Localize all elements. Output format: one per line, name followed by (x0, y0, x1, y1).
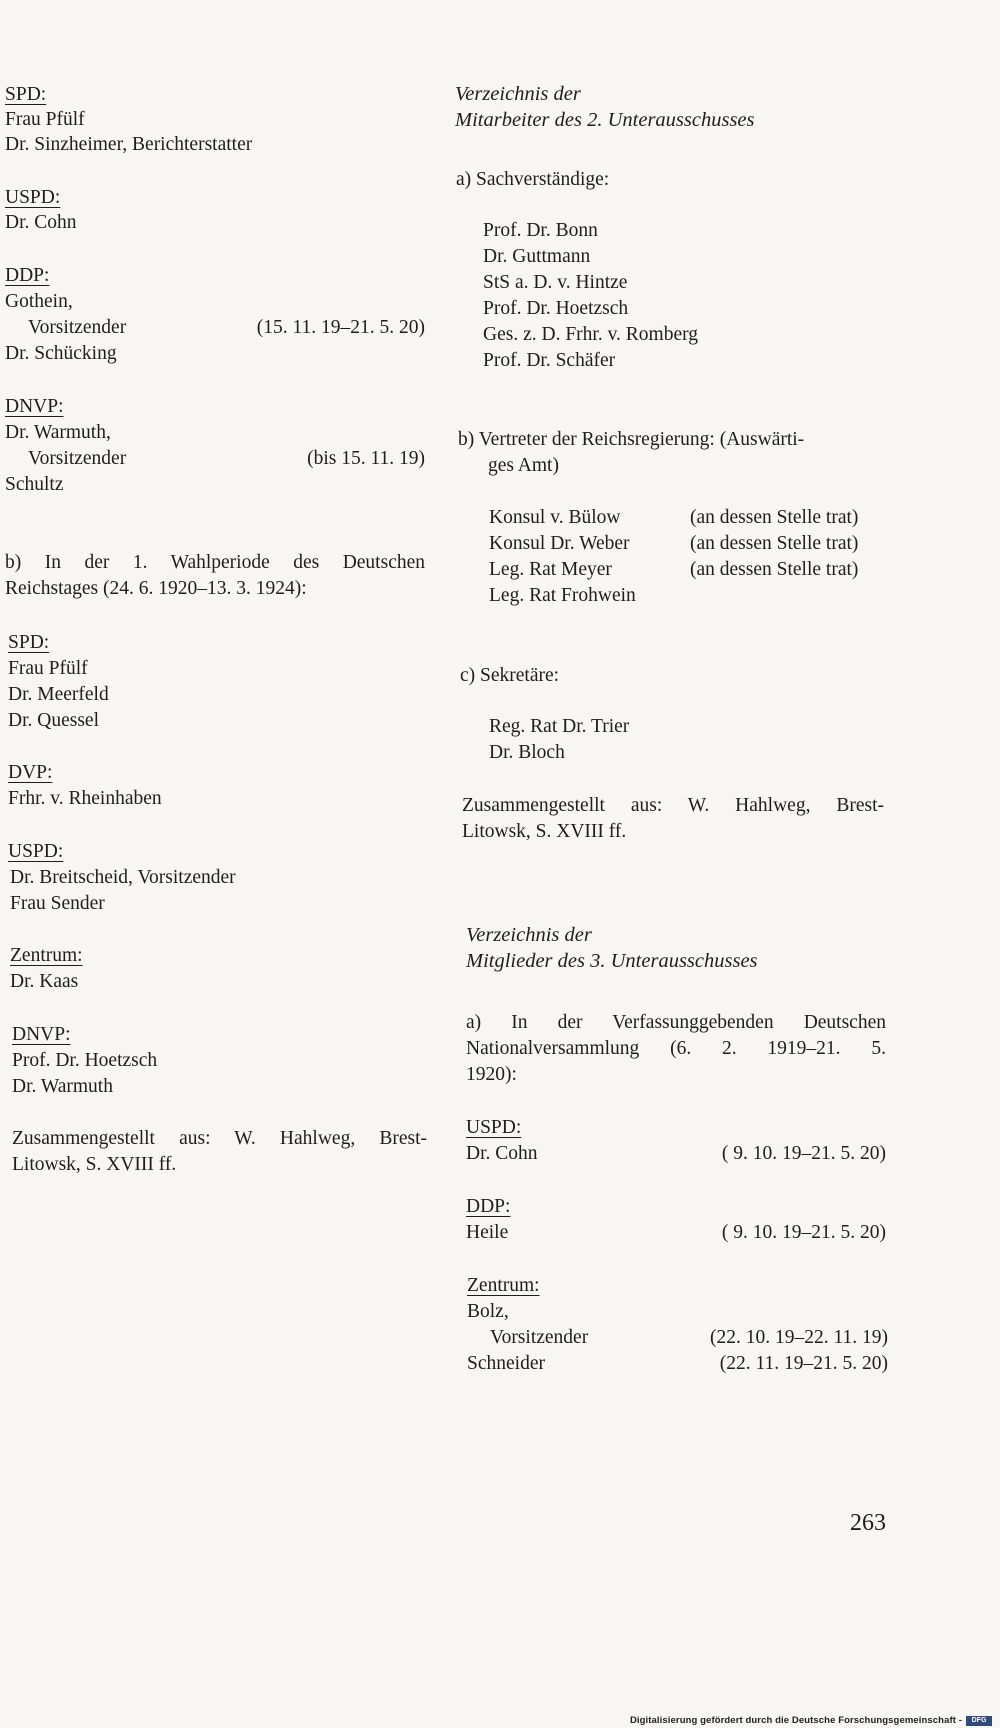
member: Dr. Meerfeld (8, 684, 109, 705)
member: Frau Sender (10, 893, 105, 914)
member: Dr. Cohn (466, 1143, 538, 1164)
funding-note: Digitalisierung gefördert durch die Deutsche Forschungsgemeinschaft - (629, 1715, 962, 1726)
term-date: (22. 10. 19–22. 11. 19) (709, 1327, 888, 1348)
party-dnvp: DNVP: (5, 396, 64, 417)
representative-note: (an dessen Stelle trat) (690, 507, 859, 528)
representative: Konsul Dr. Weber (489, 533, 630, 554)
representative-note: (an dessen Stelle trat) (690, 559, 859, 580)
member-role: Vorsitzender (490, 1327, 589, 1348)
member: Dr. Cohn (5, 212, 77, 233)
member: Heile (466, 1222, 509, 1243)
member: Dr. Kaas (10, 971, 79, 992)
dfg-logo-icon: DFG (966, 1716, 992, 1726)
member-role: Vorsitzender (28, 448, 127, 469)
period-heading: a) In der Verfassunggebenden Deutschen (466, 1012, 886, 1033)
period-heading: Reichstages (24. 6. 1920–13. 3. 1924): (5, 578, 307, 599)
term-date: (bis 15. 11. 19) (307, 448, 425, 469)
party-ddp: DDP: (5, 265, 50, 286)
expert: Prof. Dr. Hoetzsch (483, 298, 629, 319)
party-dvp: DVP: (8, 762, 53, 783)
member: Frhr. v. Rheinhaben (8, 788, 162, 809)
source-note: Zusammengestellt aus: W. Hahlweg, Brest- (462, 795, 884, 816)
representative: Leg. Rat Frohwein (489, 585, 636, 606)
term-date: (22. 11. 19–21. 5. 20) (719, 1353, 888, 1374)
expert: Prof. Dr. Schäfer (483, 350, 616, 371)
term-date: (15. 11. 19–21. 5. 20) (256, 317, 425, 338)
subsection-label: b) Vertreter der Reichsregierung: (Auswärti- (458, 429, 805, 450)
member: Dr. Quessel (8, 710, 99, 731)
member: Dr. Warmuth (12, 1076, 113, 1097)
term-date: ( 9. 10. 19–21. 5. 20) (721, 1222, 886, 1243)
party-dnvp: DNVP: (12, 1024, 71, 1045)
period-heading: b) In der 1. Wahlperiode des Deutschen (5, 552, 425, 573)
member: Schultz (5, 474, 64, 495)
member: Dr. Breitscheid, Vorsitzender (10, 867, 236, 888)
expert: Prof. Dr. Bonn (483, 220, 598, 241)
party-uspd: USPD: (466, 1117, 522, 1138)
party-ddp: DDP: (466, 1196, 511, 1217)
source-note: Litowsk, S. XVIII ff. (462, 821, 627, 842)
member: Dr. Schücking (5, 343, 117, 364)
party-zentrum: Zentrum: (467, 1275, 540, 1296)
party-spd: SPD: (5, 84, 47, 105)
source-note: Litowsk, S. XVIII ff. (12, 1154, 177, 1175)
secretary: Reg. Rat Dr. Trier (489, 716, 630, 737)
expert: Dr. Guttmann (483, 246, 591, 267)
term-date: ( 9. 10. 19–21. 5. 20) (721, 1143, 886, 1164)
party-uspd: USPD: (5, 187, 61, 208)
party-uspd: USPD: (8, 841, 64, 862)
section-heading: Verzeichnis der (466, 924, 592, 946)
section-heading: Mitarbeiter des 2. Unterausschusses (455, 109, 755, 131)
member: Frau Pfülf (8, 658, 88, 679)
member: Dr. Sinzheimer, Berichterstatter (5, 134, 253, 155)
period-heading: 1920): (466, 1064, 517, 1085)
expert: Ges. z. D. Frhr. v. Romberg (483, 324, 699, 345)
secretary: Dr. Bloch (489, 742, 565, 763)
member-role: Vorsitzender (28, 317, 127, 338)
period-heading: Nationalversammlung (6. 2. 1919–21. 5. (466, 1038, 886, 1059)
representative: Leg. Rat Meyer (489, 559, 612, 580)
party-spd: SPD: (8, 632, 50, 653)
subsection-label: a) Sachverständige: (456, 169, 610, 190)
party-zentrum: Zentrum: (10, 945, 83, 966)
member: Frau Pfülf (5, 109, 85, 130)
expert: StS a. D. v. Hintze (483, 272, 628, 293)
section-heading: Verzeichnis der (455, 83, 581, 105)
footer (0, 1714, 1000, 1728)
member: Bolz, (467, 1301, 509, 1322)
subsection-label: ges Amt) (488, 455, 559, 476)
member: Dr. Warmuth, (5, 422, 111, 443)
page-number: 263 (850, 1510, 886, 1536)
source-note: Zusammengestellt aus: W. Hahlweg, Brest- (12, 1128, 427, 1149)
section-heading: Mitglieder des 3. Unterausschusses (466, 950, 758, 972)
subsection-label: c) Sekretäre: (460, 665, 560, 686)
member: Prof. Dr. Hoetzsch (12, 1050, 158, 1071)
representative-note: (an dessen Stelle trat) (690, 533, 859, 554)
representative: Konsul v. Bülow (489, 507, 621, 528)
member: Schneider (467, 1353, 545, 1374)
member: Gothein, (5, 291, 73, 312)
